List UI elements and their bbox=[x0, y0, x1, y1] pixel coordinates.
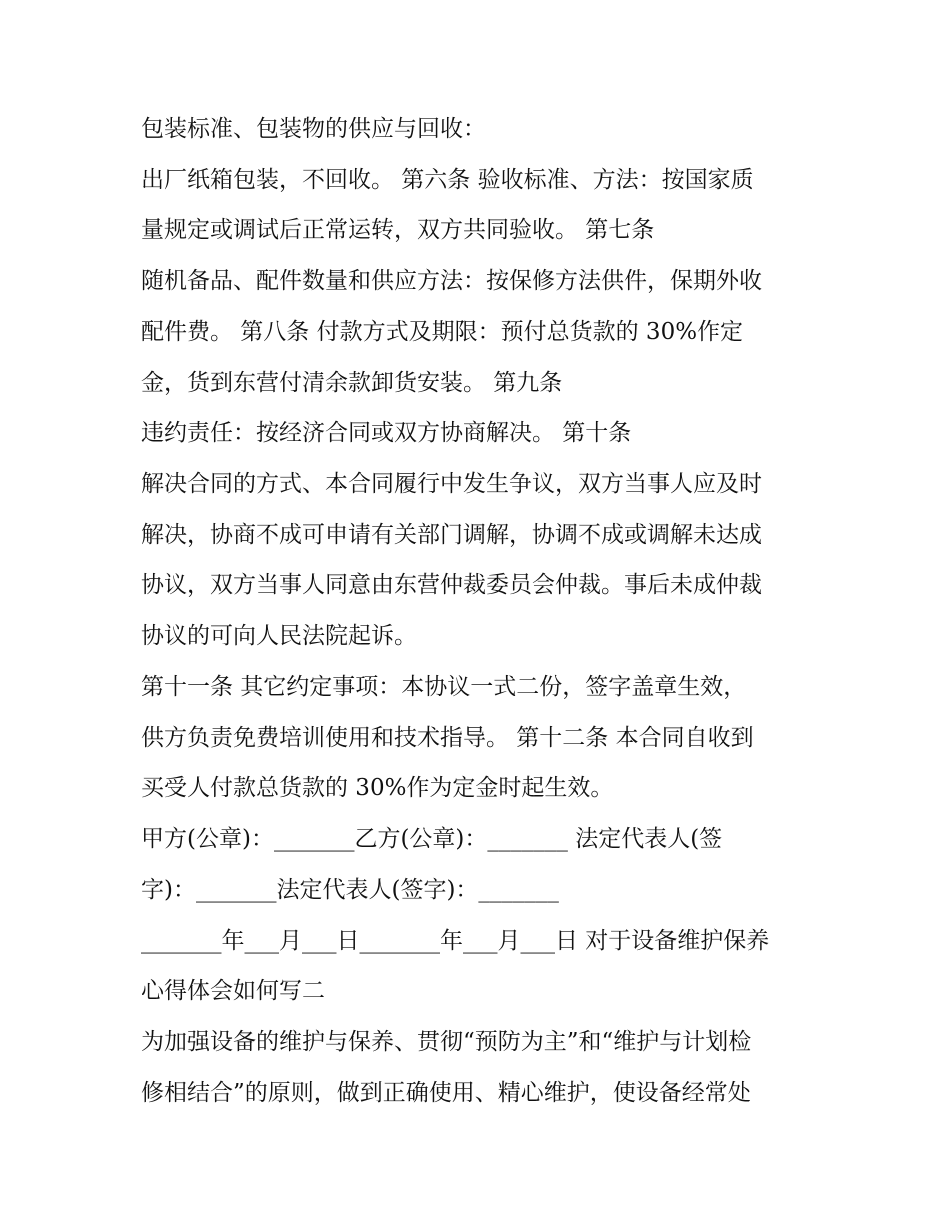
text-line: 金，货到东营付清余款卸货安装。 第九条 bbox=[141, 370, 563, 396]
text-line: 第十一条 其它约定事项：本协议一式二份，签字盖章生效， bbox=[141, 674, 747, 700]
text-line: 修相结合”的原则，做到正确使用、精心维护，使设备经常处 bbox=[141, 1080, 751, 1106]
text-line: 供方负责免费培训使用和技术指导。 第十二条 本合同自收到 bbox=[141, 725, 754, 751]
signature-line: 字)：_______法定代表人(签字)：_______ bbox=[141, 877, 559, 903]
text-line: 解决合同的方式、本合同履行中发生争议，双方当事人应及时 bbox=[141, 471, 762, 497]
text-line: 违约责任：按经济合同或双方协商解决。 第十条 bbox=[141, 420, 632, 446]
text-line: 随机备品、配件数量和供应方法：按保修方法供件，保期外收 bbox=[141, 268, 762, 294]
text-line: 包装标准、包装物的供应与回收： bbox=[141, 116, 486, 142]
text-line: 配件费。 第八条 付款方式及期限：预付总货款的 30%作定 bbox=[141, 319, 744, 345]
signature-line: 甲方(公章)：_______乙方(公章)：_______ 法定代表人(签 bbox=[141, 826, 723, 852]
text-line: 买受人付款总货款的 30%作为定金时起生效。 bbox=[141, 775, 614, 801]
section-heading: 心得体会如何写二 bbox=[141, 978, 325, 1004]
text-line: 出厂纸箱包装，不回收。 第六条 验收标准、方法：按国家质 bbox=[141, 167, 754, 193]
text-line: 量规定或调试后正常运转，双方共同验收。 第七条 bbox=[141, 217, 655, 243]
text-line: 协议，双方当事人同意由东营仲裁委员会仲裁。事后未成仲裁 bbox=[141, 572, 762, 598]
date-line: _______年___月___日_______年___月___日 对于设备维护保养 bbox=[141, 928, 770, 954]
text-line: 协议的可向人民法院起诉。 bbox=[141, 623, 417, 649]
text-line: 解决，协商不成可申请有关部门调解，协调不成或调解未达成 bbox=[141, 522, 762, 548]
text-line: 为加强设备的维护与保养、贯彻“预防为主”和“维护与计划检 bbox=[141, 1029, 752, 1055]
